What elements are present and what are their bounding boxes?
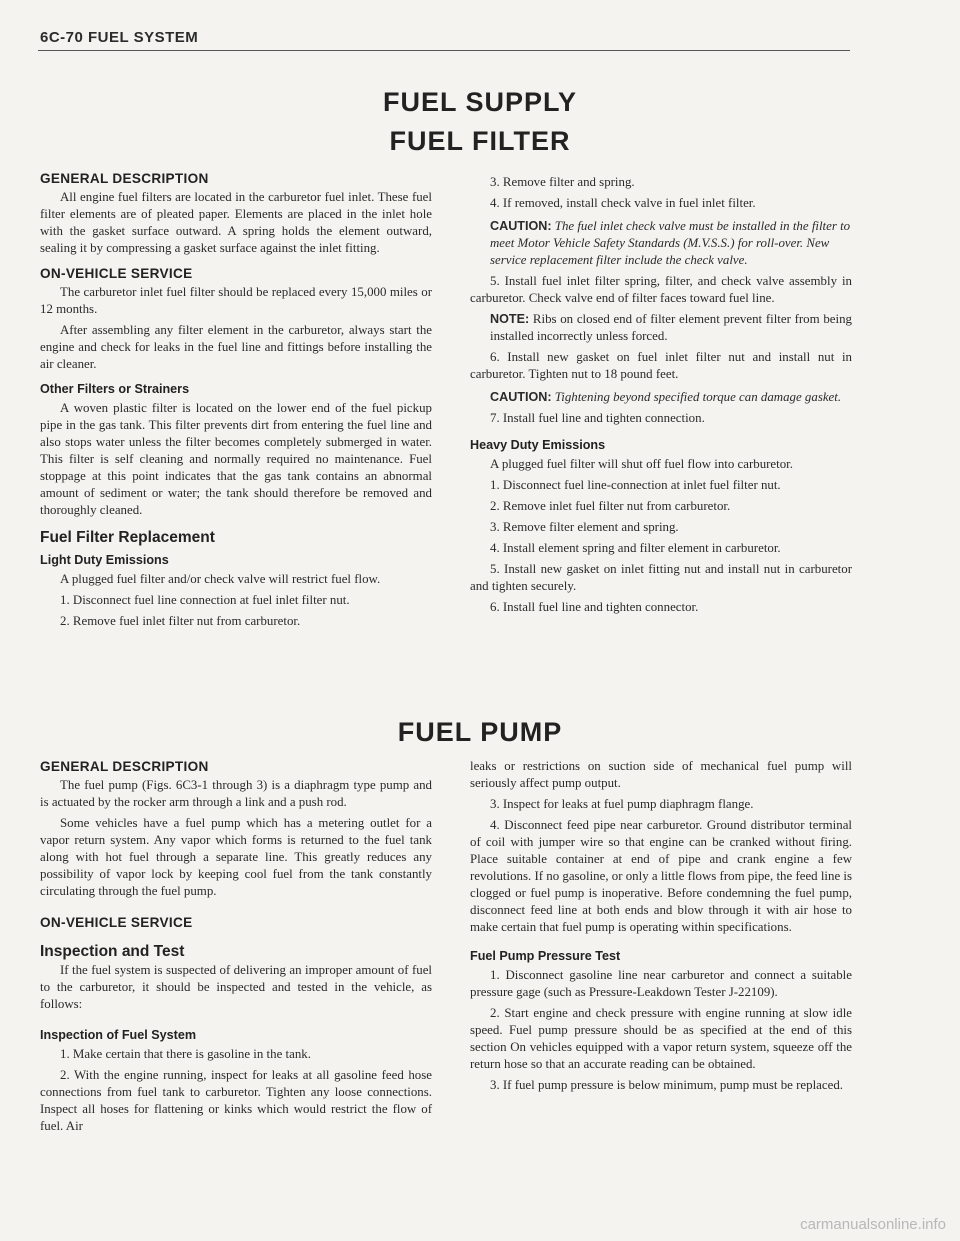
note-text: Ribs on closed end of filter element prevent filter from being installed incorrectly unless forced.	[490, 312, 852, 343]
heavy-duty-text: A plugged fuel filter will shut off fuel flow into carburetor.	[490, 457, 793, 471]
pump-left-column	[40, 758, 432, 1139]
heavy-duty-step-5: 5. Install new gasket on inlet fitting nut and install nut in carburetor and tighten securely.	[470, 562, 852, 593]
pump-right-column	[470, 758, 852, 1098]
other-filters-heading: Other Filters or Strainers	[40, 382, 190, 396]
general-description-heading: GENERAL DESCRIPTION	[40, 171, 209, 186]
on-vehicle-service-text-2: After assembling any filter element in the carburetor, always start the engine and check for leaks in the fuel line and fittings before installing the air cleaner.	[40, 323, 432, 371]
filter-step-7: 7. Install fuel line and tighten connection.	[490, 411, 705, 425]
header-rule	[38, 50, 850, 51]
caution-torque	[470, 389, 852, 406]
inspection-and-test-text: If the fuel system is suspected of delivering an improper amount of fuel to the carburetor, it should be inspected and tested in the vehicle, as follows:	[40, 963, 432, 1011]
heavy-duty-step-2: 2. Remove inlet fuel filter nut from carburetor.	[490, 499, 731, 513]
filter-step-4: 4. If removed, install check valve in fuel inlet filter.	[490, 196, 756, 210]
inspection-step-2-continued: leaks or restrictions on suction side of mechanical fuel pump will seriously affect pump output.	[470, 759, 852, 790]
light-duty-step-2: 2. Remove fuel inlet filter nut from carburetor.	[60, 614, 301, 628]
caution-text: Tightening beyond specified torque can damage gasket.	[554, 390, 842, 404]
note-label: NOTE:	[490, 312, 530, 326]
fuel-filter-replacement-heading: Fuel Filter Replacement	[40, 529, 215, 546]
caution-label: CAUTION:	[490, 390, 552, 404]
pump-on-vehicle-service-heading: ON-VEHICLE SERVICE	[40, 915, 193, 930]
heavy-duty-step-1: 1. Disconnect fuel line-connection at inlet fuel filter nut.	[490, 478, 781, 492]
section-title-fuel-supply: FUEL SUPPLY	[382, 87, 578, 117]
filter-right-column	[470, 174, 852, 620]
light-duty-heading: Light Duty Emissions	[40, 553, 169, 567]
other-filters-text: A woven plastic filter is located on the lower end of the fuel pickup pipe in the gas tank. This filter prevents dirt from entering the fuel line and also stops water unless the filter becomes completely submerged in water. This filter is self cleaning and normally required no maintenance. Fuel stoppage at this point indicates that the gas tank contains an abnormal amount of sediment or water; the tank should therefore be removed and thoroughly cleaned.	[40, 401, 432, 517]
caution-check-valve	[470, 218, 852, 269]
filter-step-3: 3. Remove filter and spring.	[490, 175, 635, 189]
filter-step-5: 5. Install fuel inlet filter spring, filter, and check valve assembly in carburetor. Check valve end of filter faces toward fuel line.	[470, 274, 852, 305]
pump-description-text-1: The fuel pump (Figs. 6C3-1 through 3) is a diaphragm type pump and is actuated by the rocker arm through a link and a push rod.	[40, 778, 432, 809]
inspection-step-3: 3. Inspect for leaks at fuel pump diaphragm flange.	[490, 797, 754, 811]
caution-text: The fuel inlet check valve must be installed in the filter to meet Motor Vehicle Safety Standards (M.V.S.S.) for roll-over. New service replacement filter include the check valve.	[490, 219, 851, 267]
inspection-step-4: 4. Disconnect feed pipe near carburetor. Ground distributor terminal of coil with jumper wire so that engine can be cranked without firing. Place suitable container at end of pipe and crank engine a few revolutions. If no gasoline, or only a little flows from pipe, the feed line is clogged or fuel pump is inoperative. Before condemning the fuel pump, disconnect feed line at both ends and blow through it with air hose to make certain that fuel pump is operating within specifications.	[470, 818, 852, 934]
pressure-test-step-3: 3. If fuel pump pressure is below minimum, pump must be replaced.	[490, 1078, 843, 1092]
page-header: 6C-70 FUEL SYSTEM	[40, 29, 199, 46]
inspection-fuel-system-heading: Inspection of Fuel System	[40, 1028, 197, 1042]
pump-description-text-2: Some vehicles have a fuel pump which has a metering outlet for a vapor return system. Any vapor which forms is returned to the fuel tank along with hot fuel through a separate line. This greatly reduces any possibility of vapor lock by keeping cool fuel from the tank constantly circulating through the fuel pump.	[40, 816, 432, 898]
inspection-step-2: 2. With the engine running, inspect for leaks at all gasoline feed hose connections from fuel tank to carburetor. Tighten any loose connections. Inspect all hoses for flattening or kinks which would restrict the flow of fuel. Air	[40, 1068, 432, 1133]
inspection-step-1: 1. Make certain that there is gasoline in the tank.	[60, 1047, 311, 1061]
heavy-duty-step-6: 6. Install fuel line and tighten connector.	[490, 600, 699, 614]
heavy-duty-heading: Heavy Duty Emissions	[470, 438, 606, 452]
pump-general-description-heading: GENERAL DESCRIPTION	[40, 759, 209, 774]
note-ribs	[470, 311, 852, 345]
light-duty-step-1: 1. Disconnect fuel line connection at fuel inlet filter nut.	[60, 593, 350, 607]
pressure-test-step-1: 1. Disconnect gasoline line near carburetor and connect a suitable pressure gage (such as Pressure-Leakdown Tester J-22109).	[470, 968, 852, 999]
inspection-and-test-heading: Inspection and Test	[40, 943, 185, 960]
general-description-text: All engine fuel filters are located in the carburetor fuel inlet. These fuel filter elements are of pleated paper. Elements are placed in the inlet hole with the gasket surface outward. A spring holds the element outward, sealing it by compressing a gasket surface against the inlet fitting.	[40, 190, 432, 255]
section-title-fuel-pump: FUEL PUMP	[397, 717, 563, 747]
filter-left-column	[40, 170, 432, 634]
section-title-fuel-filter: FUEL FILTER	[389, 126, 571, 156]
fuel-pump-pressure-test-heading: Fuel Pump Pressure Test	[470, 949, 621, 963]
watermark: carmanualsonline.info	[800, 1216, 946, 1233]
pressure-test-step-2: 2. Start engine and check pressure with engine running at slow idle speed. Fuel pump pressure should be as specified at the end of this section On vehicles equipped with a vapor return system, squeeze off the return hose so that an accurate reading can be obtained.	[470, 1006, 852, 1071]
heavy-duty-step-4: 4. Install element spring and filter element in carburetor.	[490, 541, 781, 555]
filter-step-6: 6. Install new gasket on fuel inlet filter nut and install nut in carburetor. Tighten nut to 18 pound feet.	[470, 350, 852, 381]
caution-label: CAUTION:	[490, 219, 552, 233]
on-vehicle-service-heading: ON-VEHICLE SERVICE	[40, 266, 193, 281]
heavy-duty-step-3: 3. Remove filter element and spring.	[490, 520, 679, 534]
on-vehicle-service-text-1: The carburetor inlet fuel filter should be replaced every 15,000 miles or 12 months.	[40, 285, 432, 316]
light-duty-text: A plugged fuel filter and/or check valve will restrict fuel flow.	[60, 572, 381, 586]
